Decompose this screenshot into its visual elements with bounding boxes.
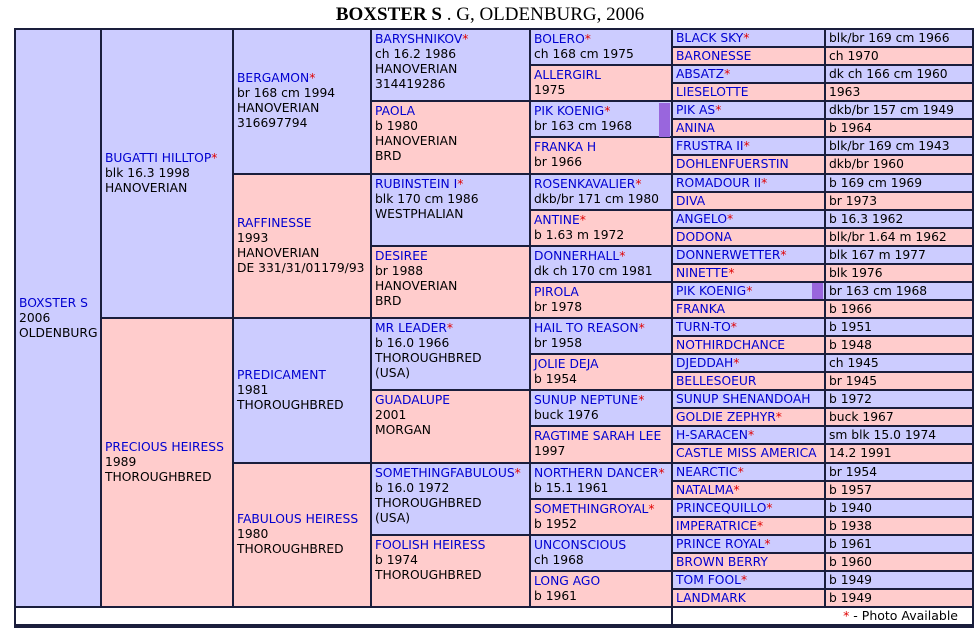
duplicate-marker bbox=[659, 103, 670, 137]
horse-detail: br 163 cm 1968 bbox=[534, 119, 633, 134]
horse-name-text: FABULOUS HEIRESS bbox=[237, 512, 359, 527]
photo-available-star: * bbox=[780, 247, 787, 262]
gen6-info-cell: ch 1970 bbox=[826, 48, 972, 64]
horse-name-text: PIK KOENIG bbox=[676, 283, 747, 298]
horse-name bbox=[534, 213, 668, 228]
gen6-name-cell bbox=[673, 211, 824, 227]
horse-detail: BRD bbox=[375, 149, 402, 164]
horse-detail: 1980 bbox=[237, 527, 269, 542]
horse-name-text: ROSENKAVALIER bbox=[534, 176, 636, 191]
gen6-info-cell: b 16.3 1962 bbox=[826, 211, 972, 227]
horse-name-text: PIK KOENIG bbox=[534, 104, 605, 119]
horse-detail: ch 16.2 1986 bbox=[375, 47, 457, 61]
horse-name-text: NORTHERN DANCER bbox=[534, 465, 659, 480]
gen6-info-cell: buck 1967 bbox=[826, 409, 972, 425]
horse-detail: ch 1968 bbox=[534, 552, 584, 567]
gen6-info-cell: dkb/br 157 cm 1949 bbox=[826, 102, 972, 118]
horse-name-text: CASTLE MISS AMERICA bbox=[676, 446, 817, 461]
gen6-info-cell: b 1960 bbox=[826, 554, 972, 570]
horse-detail: b 15.1 1961 bbox=[534, 480, 609, 495]
gen4-cell bbox=[372, 102, 529, 172]
horse-detail: HANOVERIAN bbox=[237, 101, 320, 116]
photo-available-star: * bbox=[584, 32, 591, 46]
gen6-name-cell bbox=[673, 102, 824, 118]
gen5-cell bbox=[531, 355, 671, 389]
gen6-info-cell: b 1966 bbox=[826, 301, 972, 317]
horse-detail: ch 168 cm 1975 bbox=[534, 47, 634, 61]
photo-available-star: * bbox=[715, 103, 722, 118]
horse-name bbox=[375, 32, 526, 47]
horse-detail: DE 331/31/01179/93 bbox=[237, 260, 365, 275]
photo-available-star: * bbox=[766, 500, 773, 515]
gen4-cell bbox=[372, 536, 529, 606]
gen6-name-cell bbox=[673, 66, 824, 82]
horse-name-text: ANTINE bbox=[534, 212, 580, 227]
horse-detail: HANOVERIAN bbox=[105, 181, 188, 195]
gen6-name-cell bbox=[673, 536, 824, 552]
gen5-cell bbox=[531, 138, 671, 172]
horse-detail: HANOVERIAN bbox=[375, 62, 458, 76]
horse-name-text: PRINCEQUILLO bbox=[676, 500, 767, 515]
horse-name bbox=[534, 357, 668, 372]
horse-name-text: BOXSTER S bbox=[19, 295, 88, 310]
horse-name-text: ROMADOUR II bbox=[676, 175, 762, 190]
horse-detail: HANOVERIAN bbox=[375, 134, 458, 149]
horse-name-text: PREDICAMENT bbox=[237, 367, 326, 382]
gen6-name-cell bbox=[673, 193, 824, 209]
horse-detail: br 168 cm 1994 bbox=[237, 86, 336, 101]
horse-detail: BRD bbox=[375, 293, 402, 308]
gen6-info-cell: 14.2 1991 bbox=[826, 445, 972, 461]
horse-name bbox=[105, 440, 229, 455]
gen6-info-cell: b 1951 bbox=[826, 319, 972, 335]
photo-available-star: * bbox=[619, 248, 626, 263]
photo-available-label: - Photo Available bbox=[849, 608, 958, 623]
horse-name bbox=[534, 321, 668, 336]
gen5-cell bbox=[531, 30, 671, 64]
gen6-name-cell bbox=[673, 554, 824, 570]
gen5-cell bbox=[531, 211, 671, 245]
gen6-info-cell: b 1949 bbox=[826, 590, 972, 606]
horse-detail: b 1974 bbox=[375, 552, 419, 567]
horse-name-text: BARONESSE bbox=[676, 49, 752, 64]
photo-available-star: * bbox=[728, 265, 735, 280]
photo-available-star: * bbox=[638, 393, 645, 408]
horse-name-text: BLACK SKY bbox=[676, 31, 744, 45]
photo-available-star: * bbox=[309, 71, 316, 86]
horse-detail: dkb/br 171 cm 1980 bbox=[534, 191, 659, 206]
horse-detail: HANOVERIAN bbox=[375, 278, 458, 293]
horse-name-text: SUNUP SHENANDOAH bbox=[676, 392, 811, 407]
horse-detail: 1997 bbox=[534, 444, 566, 459]
horse-detail: b 1952 bbox=[534, 516, 578, 531]
gen6-info-cell: b 1949 bbox=[826, 572, 972, 588]
photo-available-star: * bbox=[764, 536, 771, 551]
gen6-name-cell bbox=[673, 482, 824, 498]
gen6-name-cell bbox=[673, 427, 824, 443]
gen6-name-cell bbox=[673, 373, 824, 389]
gen6-name-cell bbox=[673, 30, 824, 46]
horse-name bbox=[534, 104, 668, 119]
horse-name-text: IMPERATRICE bbox=[676, 518, 757, 533]
gen6-name-cell bbox=[673, 518, 824, 534]
horse-name-text: FRUSTRA II bbox=[676, 139, 744, 154]
photo-available-star: * bbox=[761, 175, 768, 190]
gen4-cell bbox=[372, 391, 529, 461]
horse-detail: b 1980 bbox=[375, 119, 419, 134]
horse-name-title: BOXSTER S bbox=[335, 4, 442, 25]
gen6-info-cell: b 1938 bbox=[826, 518, 972, 534]
photo-available-star: * bbox=[579, 212, 586, 227]
horse-name-text: PRINCE ROYAL bbox=[676, 536, 765, 551]
horse-name-text: BUGATTI HILLTOP bbox=[105, 151, 212, 165]
horse-name-text: DOHLENFUERSTIN bbox=[676, 157, 789, 172]
photo-available-star: * bbox=[843, 608, 850, 623]
horse-name bbox=[534, 68, 668, 83]
gen1-cell bbox=[16, 30, 100, 606]
gen6-info-cell: b 1948 bbox=[826, 337, 972, 353]
horse-name-text: ABSATZ bbox=[676, 67, 725, 82]
horse-detail: b 16.0 1966 bbox=[375, 336, 450, 350]
horse-detail: br 1988 bbox=[375, 263, 424, 278]
horse-name-text: BARYSHNIKOV bbox=[375, 32, 463, 46]
gen6-info-cell: dkb/br 1960 bbox=[826, 156, 972, 172]
gen6-name-cell bbox=[673, 283, 824, 299]
photo-available-star: * bbox=[737, 464, 744, 479]
horse-name-text: H-SARACEN bbox=[676, 428, 748, 443]
horse-detail: b 16.0 1972 bbox=[375, 480, 450, 495]
gen5-cell bbox=[531, 66, 671, 100]
horse-name bbox=[534, 177, 668, 192]
gen5-cell bbox=[531, 572, 671, 606]
photo-available-star: * bbox=[747, 428, 755, 443]
horse-name-text: NOTHIRDCHANCE bbox=[676, 338, 786, 353]
horse-name-text: BOLERO bbox=[534, 32, 585, 46]
horse-name bbox=[375, 393, 526, 408]
photo-available-star: * bbox=[743, 31, 750, 45]
photo-available-star: * bbox=[756, 518, 764, 533]
pedigree-title bbox=[0, 4, 980, 26]
horse-name-text: BERGAMON bbox=[237, 71, 310, 86]
horse-name-text: FRANKA H bbox=[534, 140, 597, 155]
horse-name bbox=[534, 393, 668, 408]
gen6-name-cell bbox=[673, 500, 824, 516]
gen6-name-cell bbox=[673, 48, 824, 64]
gen6-info-cell: b 1972 bbox=[826, 391, 972, 407]
photo-available-star: * bbox=[743, 139, 750, 154]
gen6-info-cell: br 1954 bbox=[826, 464, 972, 480]
gen5-cell bbox=[531, 427, 671, 461]
horse-name-text: BELLESOEUR bbox=[676, 374, 757, 389]
gen6-name-cell bbox=[673, 590, 824, 606]
horse-name bbox=[375, 321, 526, 336]
gen6-name-cell bbox=[673, 247, 824, 263]
gen6-info-cell: b 1957 bbox=[826, 482, 972, 498]
horse-name-text: PRECIOUS HEIRESS bbox=[105, 440, 224, 454]
gen6-name-cell bbox=[673, 572, 824, 588]
horse-name-text: GOLDIE ZEPHYR bbox=[676, 410, 776, 425]
horse-detail: b 1.63 m 1972 bbox=[534, 227, 625, 242]
gen6-name-cell bbox=[673, 464, 824, 480]
horse-name-text: NINETTE bbox=[676, 265, 729, 280]
gen6-info-cell: blk/br 1.64 m 1962 bbox=[826, 229, 972, 245]
photo-available-star: * bbox=[733, 356, 740, 371]
horse-detail: 1975 bbox=[534, 83, 566, 98]
horse-name bbox=[534, 140, 668, 155]
gen6-info-cell: br 1973 bbox=[826, 193, 972, 209]
horse-name-text: NEARCTIC bbox=[676, 464, 738, 479]
horse-name-text: DODONA bbox=[676, 229, 732, 244]
horse-detail: THOROUGHBRED bbox=[237, 542, 344, 557]
gen3-cell bbox=[234, 319, 370, 462]
gen6-name-cell bbox=[673, 355, 824, 371]
gen6-name-cell bbox=[673, 301, 824, 317]
gen6-info-cell: b 1964 bbox=[826, 120, 972, 136]
horse-name-text: SUNUP NEPTUNE bbox=[534, 393, 639, 408]
horse-name-text: DONNERWETTER bbox=[676, 247, 781, 262]
gen5-cell bbox=[531, 500, 671, 534]
horse-name-text: ALLERGIRL bbox=[534, 68, 601, 83]
gen6-info-cell: blk/br 169 cm 1943 bbox=[826, 138, 972, 154]
horse-name-text: MR LEADER bbox=[375, 321, 447, 335]
horse-detail: 1981 bbox=[237, 382, 269, 397]
gen3-cell bbox=[234, 175, 370, 318]
gen6-name-cell bbox=[673, 229, 824, 245]
horse-name bbox=[237, 71, 367, 86]
pedigree-chart bbox=[14, 28, 974, 628]
horse-detail: 2006 bbox=[19, 310, 51, 325]
horse-name-text: DONNERHALL bbox=[534, 248, 620, 263]
horse-detail: THOROUGHBRED bbox=[237, 397, 344, 412]
horse-name-text: TOM FOOL bbox=[676, 572, 741, 587]
photo-available-star: * bbox=[733, 482, 740, 497]
gen6-info-cell: blk/br 169 cm 1966 bbox=[826, 30, 972, 46]
horse-name-text: FRANKA bbox=[676, 301, 725, 316]
horse-detail: b 1954 bbox=[534, 372, 578, 387]
horse-name-text: SOMETHINGFABULOUS bbox=[375, 465, 515, 480]
horse-detail: br 1966 bbox=[534, 155, 583, 170]
horse-name bbox=[375, 177, 526, 192]
gen6-info-cell: br 163 cm 1968 bbox=[826, 283, 972, 299]
photo-available-star: * bbox=[746, 283, 753, 298]
photo-available-star: * bbox=[462, 32, 469, 46]
photo-available-star: * bbox=[446, 321, 454, 335]
gen5-cell bbox=[531, 175, 671, 209]
gen5-cell bbox=[531, 464, 671, 498]
horse-detail: br 1978 bbox=[534, 299, 583, 314]
horse-name-text: FOOLISH HEIRESS bbox=[375, 537, 486, 552]
photo-available-star: * bbox=[211, 151, 218, 165]
horse-name-text: RAFFINESSE bbox=[237, 215, 312, 230]
gen6-info-cell: b 1961 bbox=[826, 536, 972, 552]
footer-left bbox=[16, 608, 671, 624]
gen4-cell bbox=[372, 319, 529, 389]
horse-detail: buck 1976 bbox=[534, 408, 599, 423]
horse-detail: THOROUGHBRED bbox=[375, 567, 482, 582]
gen4-cell bbox=[372, 175, 529, 245]
horse-name bbox=[237, 216, 367, 231]
horse-detail: 316697794 bbox=[237, 116, 308, 131]
horse-detail: (USA) bbox=[375, 510, 411, 525]
horse-name bbox=[375, 104, 526, 119]
gen4-cell bbox=[372, 30, 529, 100]
duplicate-marker bbox=[812, 283, 823, 299]
horse-name-text: DESIREE bbox=[375, 248, 428, 263]
gen6-name-cell bbox=[673, 391, 824, 407]
horse-detail: THOROUGHBRED bbox=[105, 470, 212, 484]
horse-name bbox=[19, 296, 97, 311]
gen6-name-cell bbox=[673, 138, 824, 154]
horse-name bbox=[534, 249, 668, 264]
gen5-cell bbox=[531, 319, 671, 353]
horse-name-text: ANGELO bbox=[676, 211, 728, 226]
gen6-info-cell: 1963 bbox=[826, 84, 972, 100]
gen5-cell bbox=[531, 102, 671, 136]
horse-name-text: ANINA bbox=[676, 121, 715, 136]
horse-name-text: DIVA bbox=[676, 193, 706, 208]
horse-detail: WESTPHALIAN bbox=[375, 206, 464, 221]
horse-name-text: PIROLA bbox=[534, 284, 579, 299]
horse-name bbox=[237, 512, 367, 527]
horse-name-text: UNCONSCIOUS bbox=[534, 537, 627, 552]
horse-detail: blk 16.3 1998 bbox=[105, 166, 190, 180]
horse-name bbox=[237, 368, 367, 383]
gen6-info-cell: blk 167 m 1977 bbox=[826, 247, 972, 263]
photo-available-star: * bbox=[638, 321, 645, 335]
horse-name-text: GUADALUPE bbox=[375, 393, 451, 408]
horse-name-text: LONG AGO bbox=[534, 573, 601, 588]
horse-detail: THOROUGHBRED bbox=[375, 495, 482, 510]
gen2-cell bbox=[102, 30, 232, 317]
gen5-cell bbox=[531, 283, 671, 317]
photo-available-star: * bbox=[727, 211, 734, 226]
photo-available-star: * bbox=[741, 572, 748, 587]
horse-name-text: DJEDDAH bbox=[676, 356, 734, 371]
horse-detail: br 1958 bbox=[534, 336, 583, 350]
horse-detail: OLDENBURG bbox=[19, 325, 98, 340]
gen6-name-cell bbox=[673, 120, 824, 136]
photo-available-star: * bbox=[724, 67, 731, 82]
horse-name-text: PAOLA bbox=[375, 104, 416, 119]
photo-available-star: * bbox=[658, 465, 665, 480]
photo-available-star: * bbox=[514, 465, 521, 480]
gen3-cell bbox=[234, 464, 370, 607]
horse-name bbox=[534, 502, 668, 517]
horse-name bbox=[375, 538, 526, 553]
horse-name bbox=[534, 538, 668, 553]
gen6-name-cell bbox=[673, 265, 824, 281]
gen6-name-cell bbox=[673, 409, 824, 425]
horse-name-text: RAGTIME SARAH LEE bbox=[534, 429, 662, 444]
horse-description-title: . G, OLDENBURG, 2006 bbox=[441, 4, 645, 25]
horse-name-text: LIESELOTTE bbox=[676, 85, 749, 100]
horse-name bbox=[534, 285, 668, 300]
horse-name bbox=[375, 249, 526, 264]
gen6-info-cell: br 1945 bbox=[826, 373, 972, 389]
footer-photo-note bbox=[673, 608, 972, 624]
photo-available-star: * bbox=[604, 104, 611, 119]
gen5-cell bbox=[531, 391, 671, 425]
horse-name bbox=[534, 574, 668, 589]
horse-detail: 1993 bbox=[237, 230, 269, 245]
photo-available-star: * bbox=[635, 176, 642, 191]
horse-name-text: LANDMARK bbox=[676, 590, 746, 605]
horse-detail: 1989 bbox=[105, 455, 137, 469]
gen5-cell bbox=[531, 536, 671, 570]
gen2-cell bbox=[102, 319, 232, 606]
horse-name bbox=[534, 466, 668, 481]
gen6-info-cell: blk 1976 bbox=[826, 265, 972, 281]
horse-name-text: TURN-TO bbox=[676, 320, 731, 334]
horse-detail: (USA) bbox=[375, 366, 411, 380]
horse-detail: b 1961 bbox=[534, 588, 578, 603]
gen6-name-cell bbox=[673, 175, 824, 191]
horse-detail: THOROUGHBRED bbox=[375, 351, 482, 365]
horse-detail: 2001 bbox=[375, 408, 407, 423]
gen3-cell bbox=[234, 30, 370, 173]
gen6-name-cell bbox=[673, 337, 824, 353]
horse-name-text: PIK AS bbox=[676, 103, 716, 118]
photo-available-star: * bbox=[775, 410, 782, 425]
photo-available-star: * bbox=[457, 176, 464, 191]
gen6-info-cell: ch 1945 bbox=[826, 355, 972, 371]
horse-name-text: RUBINSTEIN I bbox=[375, 176, 458, 191]
horse-detail: HANOVERIAN bbox=[237, 245, 320, 260]
gen6-name-cell bbox=[673, 445, 824, 461]
horse-name bbox=[534, 429, 668, 444]
gen6-info-cell: b 169 cm 1969 bbox=[826, 175, 972, 191]
horse-name bbox=[105, 151, 229, 166]
horse-name-text: HAIL TO REASON bbox=[534, 321, 639, 335]
horse-detail: blk 170 cm 1986 bbox=[375, 191, 479, 206]
photo-available-star: * bbox=[730, 320, 737, 334]
gen6-name-cell bbox=[673, 156, 824, 172]
horse-name-text: NATALMA bbox=[676, 482, 734, 497]
horse-detail: 314419286 bbox=[375, 77, 446, 91]
horse-name-text: SOMETHINGROYAL bbox=[534, 501, 649, 516]
gen5-cell bbox=[531, 247, 671, 281]
horse-detail: MORGAN bbox=[375, 423, 431, 438]
horse-name-text: JOLIE DEJA bbox=[534, 357, 599, 372]
gen6-name-cell bbox=[673, 84, 824, 100]
gen4-cell bbox=[372, 464, 529, 534]
gen6-info-cell: dk ch 166 cm 1960 bbox=[826, 66, 972, 82]
gen6-info-cell: sm blk 15.0 1974 bbox=[826, 427, 972, 443]
photo-available-star: * bbox=[648, 501, 655, 516]
gen4-cell bbox=[372, 247, 529, 317]
horse-name bbox=[375, 466, 526, 481]
horse-detail: dk ch 170 cm 1981 bbox=[534, 263, 653, 278]
gen6-info-cell: b 1940 bbox=[826, 500, 972, 516]
gen6-name-cell bbox=[673, 319, 824, 335]
horse-name-text: BROWN BERRY bbox=[676, 554, 768, 569]
horse-name bbox=[534, 32, 668, 47]
